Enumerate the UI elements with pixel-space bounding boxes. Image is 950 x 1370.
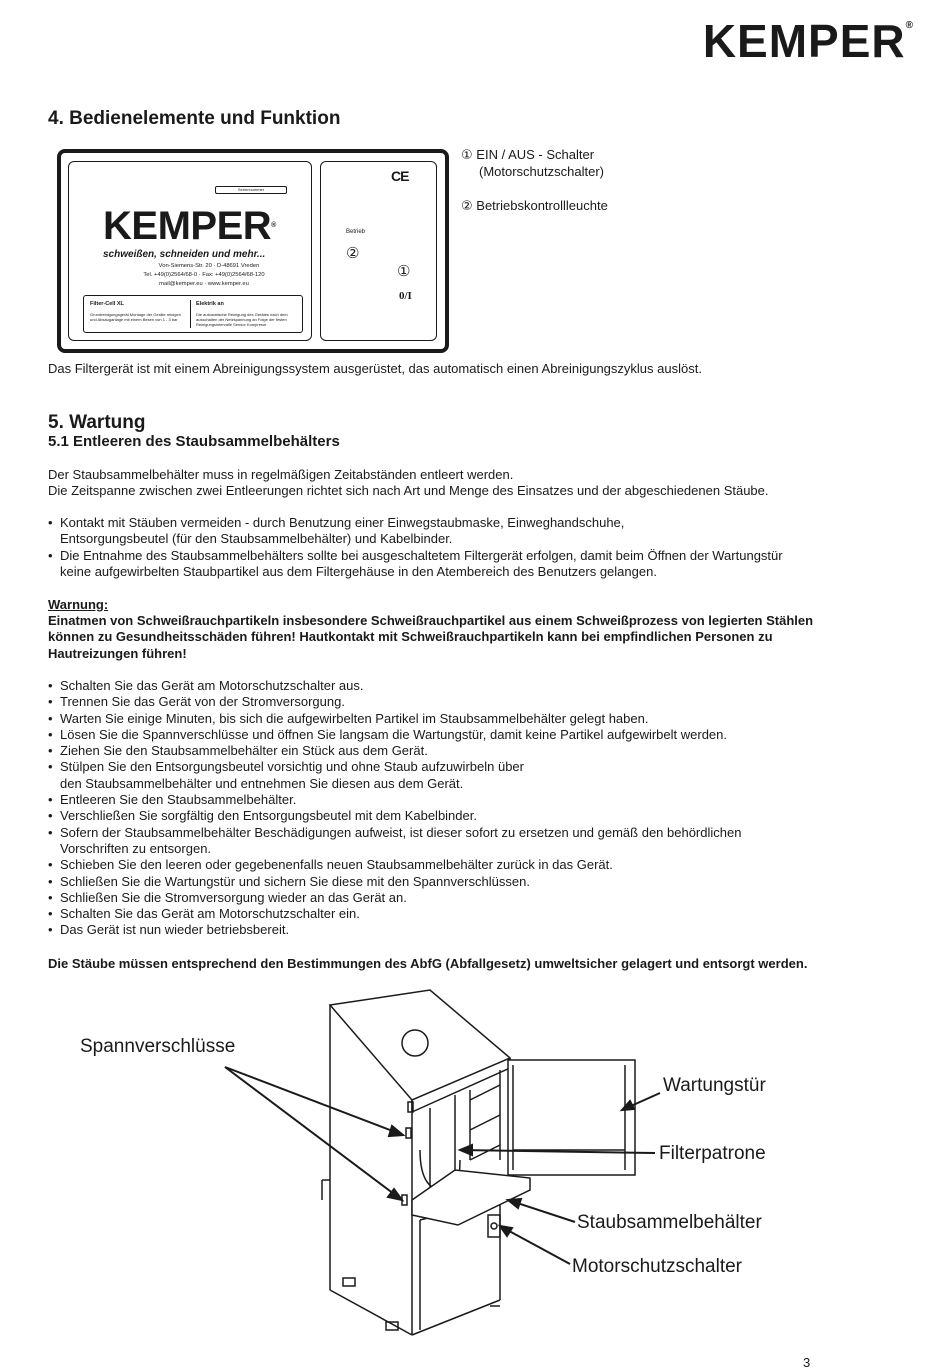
list-item <box>48 515 908 548</box>
legend-item-1 <box>461 147 594 163</box>
info-box-divider <box>190 300 191 328</box>
logo-registered: ® <box>905 20 914 31</box>
list-item: • Entleeren Sie den Staubsammelbehälter. <box>48 792 908 808</box>
switch-marker: ① <box>397 263 411 280</box>
list-item <box>48 759 908 792</box>
legend-number: ② <box>461 198 473 213</box>
section-4-description: Das Filtergerät ist mit einem Abreinigungssystem ausgerüstet, das automatisch einen Abreinigungszyklus auslöst. <box>48 361 702 376</box>
motor-switch-shape <box>488 1215 500 1237</box>
list-item: • Ziehen Sie den Staubsammelbehälter ein Stück aus dem Gerät. <box>48 743 908 759</box>
panel-brand-registered: ® <box>271 222 276 229</box>
steps-list <box>48 678 908 939</box>
label-filterpatrone: Filterpatrone <box>659 1143 766 1164</box>
legend-item-2 <box>461 198 608 214</box>
panel-phone: Tel. +49(0)2564/68-0 · Fax: +49(0)2564/68-120 <box>143 272 265 278</box>
precautions-list <box>48 515 908 580</box>
list-item: • Schließen Sie die Stromversorgung wieder an das Gerät an. <box>48 890 908 906</box>
section-5-1-title: 5.1 Entleeren des Staubsammelbehälters <box>48 433 340 450</box>
info-box1-text: Grundreinigungsgerät Montage der Geräte reinigen und Absauganlage mit einem Besen von 1 - 3 bar <box>90 312 181 322</box>
betrieb-label: Betrieb <box>346 229 366 235</box>
list-item: • Warten Sie einige Minuten, bis sich die aufgewirbelten Partikel im Staubsammelbehälter gelegt haben. <box>48 711 908 727</box>
list-item-text: Entsorgungsbeutel (für den Staubsammelbehälter) und Kabelbinder. <box>60 531 453 547</box>
panel-brand-text: KEMPER <box>103 204 272 248</box>
logo-text: KEMPER <box>702 15 906 67</box>
switch-label: 0/I <box>399 290 412 302</box>
info-box2-text: Die automatische Reinigung des Gerätes nach dem ausschalten der Netzspannung an Folge der festen Reinigungsintervalle Sensor Kompresor <box>196 312 288 327</box>
warning-text: Einatmen von Schweißrauchpartikeln insbesondere Schweißrauchpartikel aus einem Schweißprozess von legierten Stählen können zu Gesundheitsschäden führen! Hautkontakt mit Schweißrauchpartikeln kann bei empfindlichen Personen zu Hautreizungen führen! <box>48 613 814 661</box>
disposal-note: Die Stäube müssen entsprechend den Bestimmungen des AbfG (Abfallgesetz) umweltsicher gelagert und entsorgt werden. <box>48 956 808 971</box>
list-item: • Schalten Sie das Gerät am Motorschutzschalter aus. <box>48 678 908 694</box>
intro-line: Der Staubsammelbehälter muss in regelmäßigen Zeitabständen entleert werden. <box>48 467 514 482</box>
label-motorschutzschalter: Motorschutzschalter <box>572 1256 743 1277</box>
panel-address: Von-Siemens-Str. 20 · D-48691 Vreden <box>158 263 260 269</box>
panel-brand <box>103 204 276 248</box>
list-item-text: Stülpen Sie den Entsorgungsbeutel vorsichtig und ohne Staub aufzuwirbeln über <box>60 759 524 775</box>
intro-line: Die Zeitspanne zwischen zwei Entleerungen richtet sich nach Art und Menge des Einsatzes und der abgeschiedenen Stäube. <box>48 483 769 499</box>
list-item <box>48 548 908 581</box>
section-4-title: 4. Bedienelemente und Funktion <box>48 108 341 129</box>
list-item: • Trennen Sie das Gerät von der Stromversorgung. <box>48 694 908 710</box>
legend-text: EIN / AUS - Schalter <box>476 147 595 162</box>
list-item-text: Die Entnahme des Staubsammelbehälters sollte bei ausgeschaltetem Filtergerät erfolgen, damit beim Öffnen der Wartungstür <box>60 547 783 563</box>
section-5-intro <box>48 467 908 500</box>
panel-right-plate <box>320 161 437 341</box>
list-item-text: Sofern der Staubsammelbehälter Beschädigungen aufweist, ist dieser sofort zu ersetzen und gemäß den behördlichen <box>60 824 742 840</box>
list-item <box>48 825 908 858</box>
list-item: • Verschließen Sie sorgfältig den Entsorgungsbeutel mit dem Kabelbinder. <box>48 808 908 824</box>
panel-web: mail@kemper.eu · www.kemper.eu <box>159 281 249 287</box>
list-item: • Schalten Sie das Gerät am Motorschutzschalter ein. <box>48 906 908 922</box>
list-item-text: keine aufgewirbelten Staubpartikel aus dem Filtergehäuse in den Atembereich des Benutzers gelangen. <box>60 563 657 579</box>
legend-item-1-subtext: (Motorschutzschalter) <box>479 164 604 179</box>
serial-plate: Seriennummer <box>215 186 287 194</box>
lamp-marker: ② <box>346 245 360 262</box>
label-spannverschluesse: Spannverschlüsse <box>80 1036 236 1057</box>
warning-label: Warnung: <box>48 597 109 612</box>
panel-left-plate <box>68 161 312 341</box>
list-item: • Lösen Sie die Spannverschlüsse und öffnen Sie langsam die Wartungstür, damit keine Partikel aufgewirbelt werden. <box>48 727 908 743</box>
list-item: • Schieben Sie den leeren oder gegebenenfalls neuen Staubsammelbehälter zurück in das Gerät. <box>48 857 908 873</box>
legend-text: Betriebskontrollleuchte <box>476 198 608 213</box>
list-item-text: Vorschriften zu entsorgen. <box>60 840 212 856</box>
list-item: • Das Gerät ist nun wieder betriebsbereit. <box>48 922 908 938</box>
unit-top-lid <box>330 990 510 1100</box>
page-number: 3 <box>803 1355 811 1370</box>
info-box1-title: Filter-Cell XL <box>90 301 124 307</box>
list-item-text: den Staubsammelbehälter und entnehmen Sie diesen aus dem Gerät. <box>60 775 464 791</box>
list-item-text: Kontakt mit Stäuben vermeiden - durch Benutzung einer Einwegstaubmaske, Einweghandschuhe, <box>60 515 625 530</box>
legend-number: ① <box>461 147 473 162</box>
panel-info-box <box>83 295 303 333</box>
ce-mark: CE <box>391 168 409 184</box>
info-box2-title: Elektrik an <box>196 301 224 307</box>
kemper-logo <box>703 14 914 68</box>
section-5-title: 5. Wartung <box>48 412 146 433</box>
label-wartungstuer: Wartungstür <box>663 1075 766 1096</box>
control-panel-illustration <box>57 149 449 353</box>
panel-slogan: schweißen, schneiden und mehr... <box>103 249 266 260</box>
maintenance-door-shape <box>508 1060 635 1175</box>
list-item: • Schließen Sie die Wartungstür und sichern Sie diese mit den Spannverschlüssen. <box>48 874 908 890</box>
label-staubsammelbehaelter: Staubsammelbehälter <box>577 1212 762 1233</box>
